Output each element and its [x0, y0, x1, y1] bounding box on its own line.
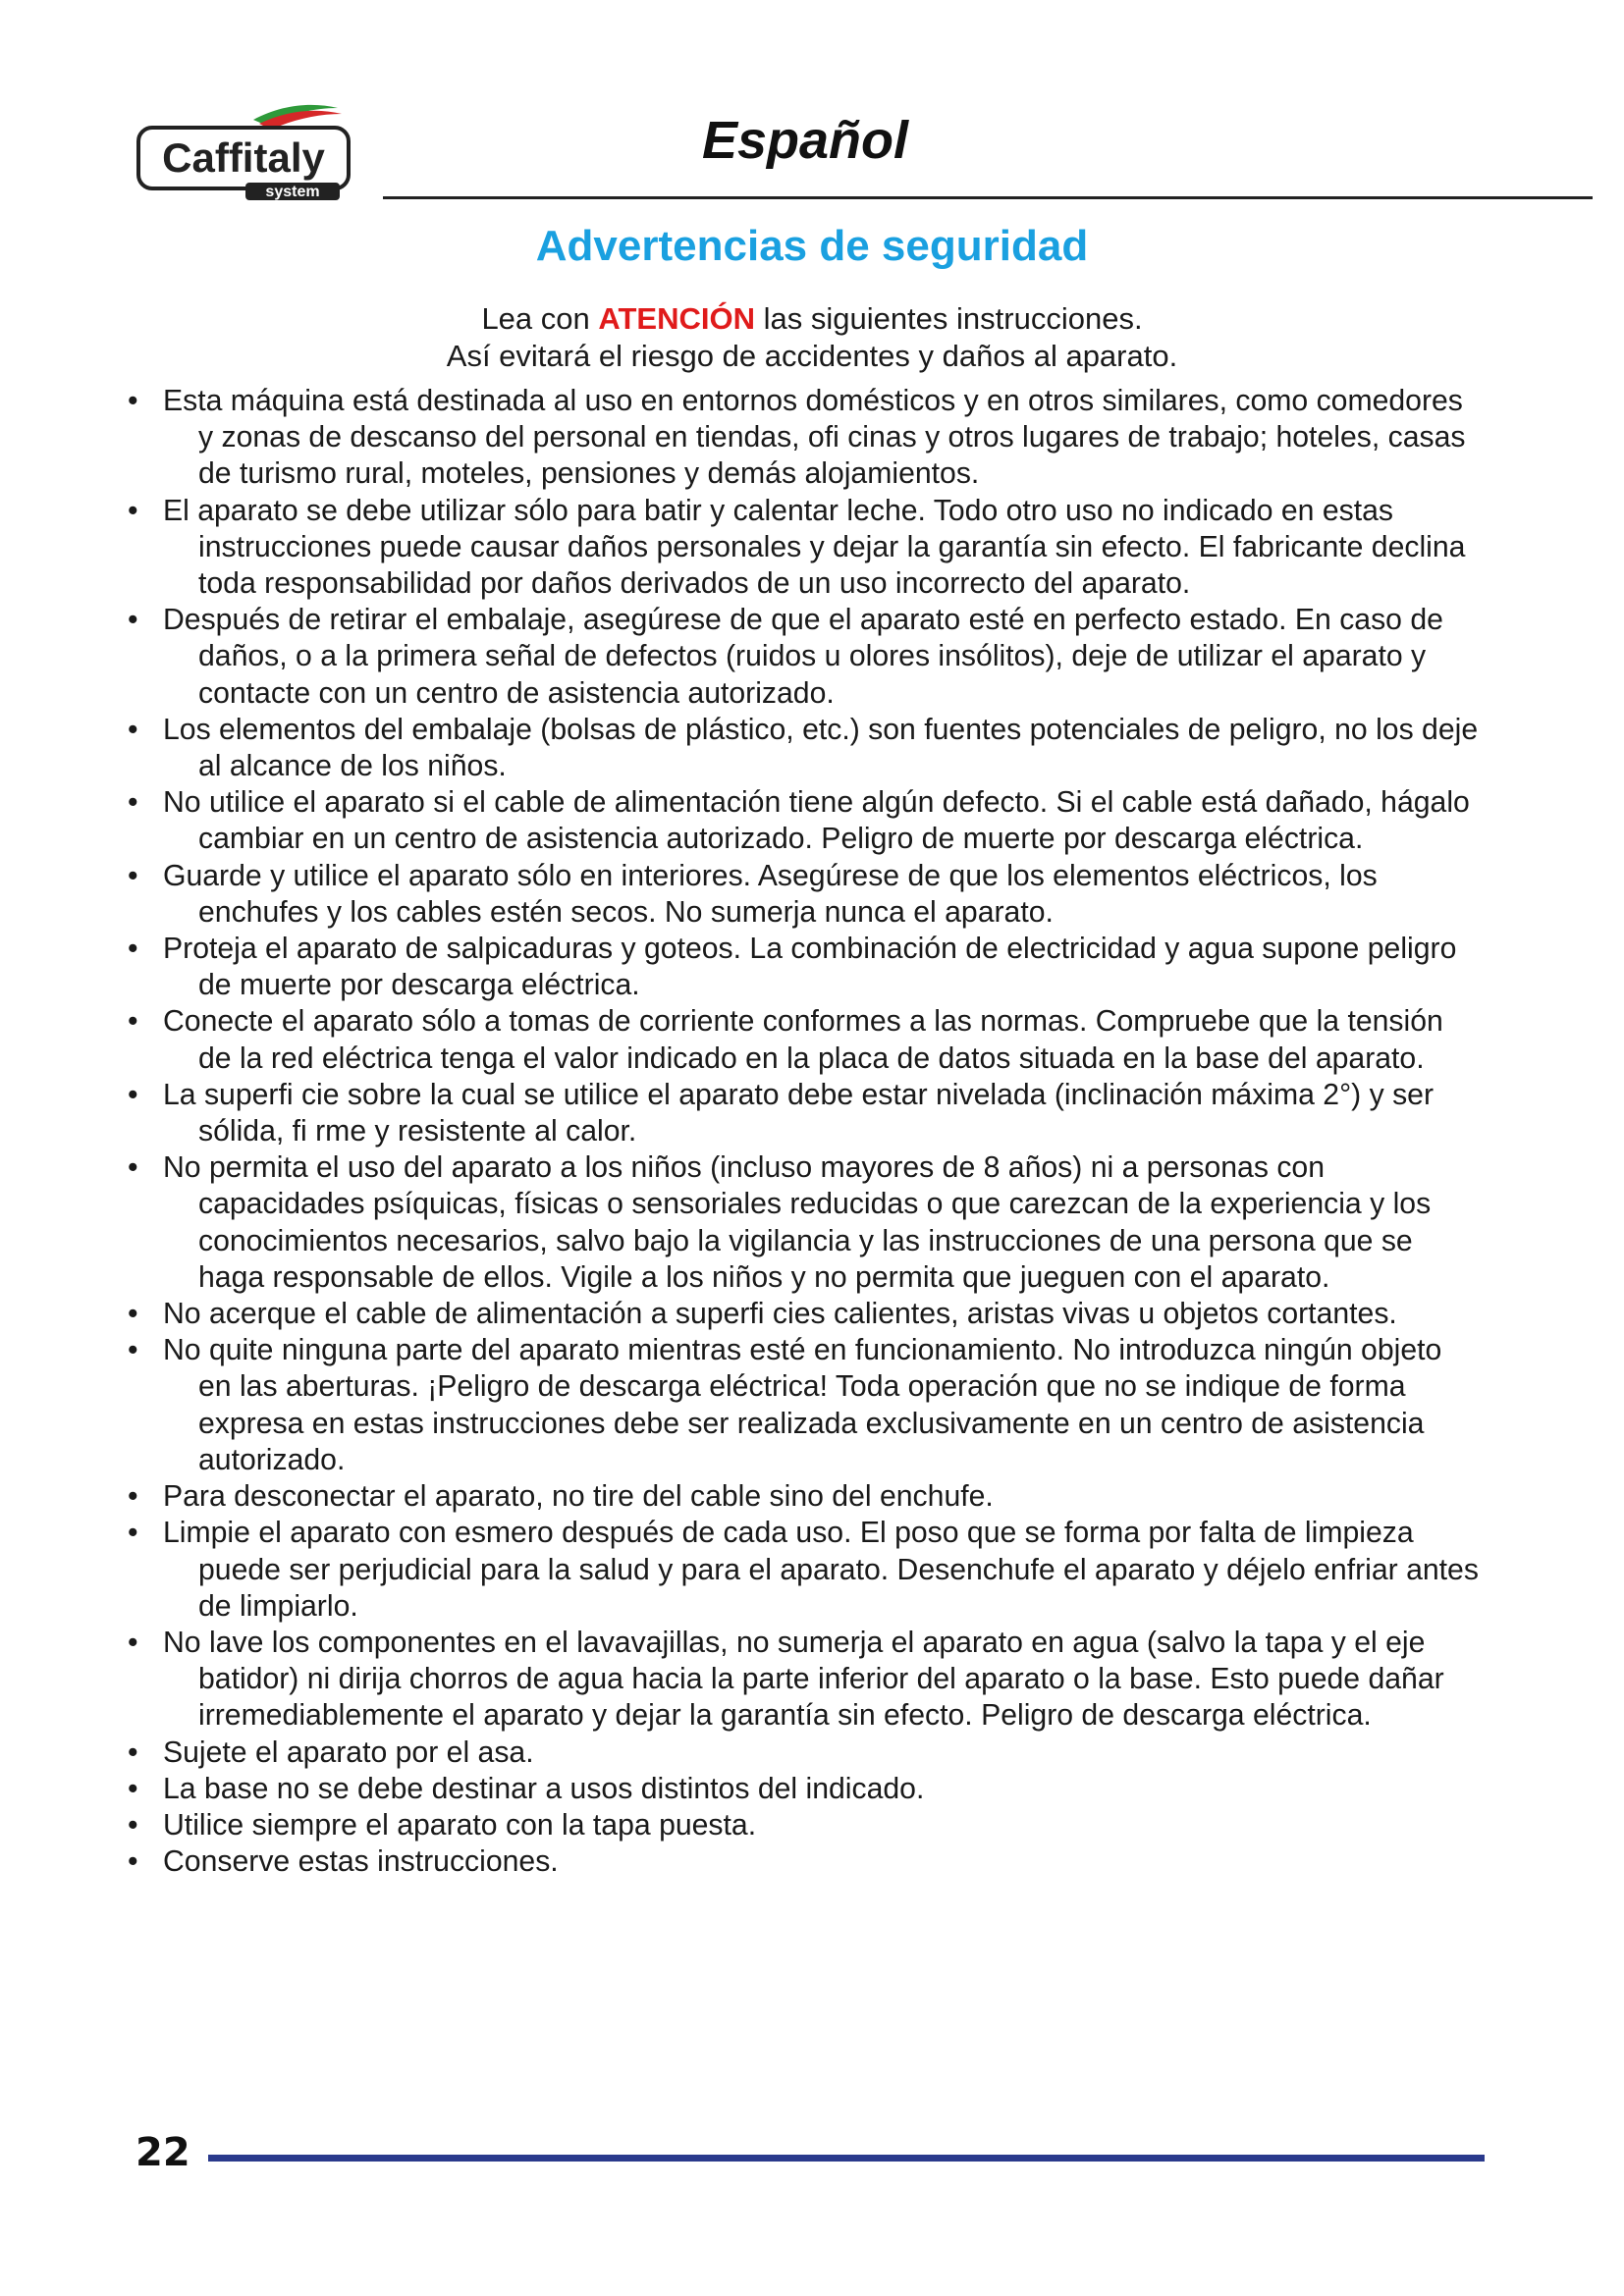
language-title: Español [701, 111, 909, 170]
logo-subtext: system [265, 184, 320, 200]
list-item: • El aparato se debe utilizar sólo para batir y calentar leche. Todo otro uso no indicado en estas instrucciones puede causar daños personales y dejar la garantía sin efecto. El fabricante declina toda responsabilidad por daños derivados de un uso incorrecto del aparato. [128, 494, 1466, 601]
list-item: • Esta máquina está destinada al uso en entornos domésticos y en otros similares, como comedores y zonas de descanso del personal en tiendas, ofi cinas y otros lugares de trabajo; hoteles, casas de turismo rural, moteles, pensiones y demás alojamientos. [128, 385, 1466, 491]
bullet-icon: • [128, 1151, 138, 1185]
bullet-icon: • [128, 1480, 138, 1514]
bullet-icon: • [128, 494, 138, 527]
list-item: • Conecte el aparato sólo a tomas de corriente conformes a las normas. Compruebe que la tensión de la red eléctrica tenga el valor indicado en la placa de datos situada en la base del aparato. [128, 1005, 1443, 1075]
list-item: • La base no se debe destinar a usos distintos del indicado. [128, 1771, 1483, 1807]
bullet-icon: • [128, 859, 138, 892]
page-number: 22 [135, 2130, 190, 2175]
list-item: • Después de retirar el embalaje, asegúrese de que el aparato esté en perfecto estado. En caso de daños, o a la primera señal de defectos (ruidos u olores insólitos), deje de utilizar el aparato y contacte con un centro de asistencia autorizado. [128, 604, 1443, 710]
bullet-icon: • [128, 1735, 138, 1769]
list-item: • No utilice el aparato si el cable de alimentación tiene algún defecto. Si el cable está dañado, hágalo cambiar en un centro de asistencia autorizado. Peligro de muerte por descarga eléctrica. [128, 786, 1470, 856]
section-title: Advertencias de seguridad [535, 222, 1089, 270]
header-divider [383, 196, 1593, 199]
list-item: • Los elementos del embalaje (bolsas de plástico, etc.) son fuentes potenciales de peligro, no los deje al alcance de los niños. [128, 713, 1479, 783]
intro-line-1-post: las siguientes instrucciones. [754, 301, 1143, 336]
bullet-icon: • [128, 713, 138, 746]
list-item: • No lave los componentes en el lavavajillas, no sumerja el aparato en agua (salvo la tapa y el eje batidor) ni dirija chorros de agua hacia la parte inferior del aparato o la base. Esto puede dañar irremediablemente el aparato y dejar la garantía sin efecto. Peligro de descarga eléctrica. [128, 1626, 1444, 1733]
list-item: • Utilice siempre el aparato con la tapa puesta. [128, 1807, 1483, 1843]
logo-wordmark: Caffitaly [162, 134, 325, 181]
caffitaly-logo [135, 98, 355, 202]
bullet-icon: • [128, 933, 138, 966]
list-item: • No permita el uso del aparato a los niños (incluso mayores de 8 años) ni a personas con capacidades psíquicas, físicas o sensoriales reducidas o que carezcan de la experiencia y los conocimientos necesarios, salvo bajo la vigilancia y las instrucciones de una persona que se haga responsable de ellos. Vigile a los niños y no permita que jueguen con el aparato. [128, 1151, 1432, 1294]
list-item: • Sujete el aparato por el asa. [128, 1735, 1483, 1771]
list-item: • La superfi cie sobre la cual se utilice el aparato debe estar nivelada (inclinación máxima 2°) y ser sólida, fi rme y resistente al calor. [128, 1078, 1435, 1148]
list-item: • Para desconectar el aparato, no tire del cable sino del enchufe. [128, 1478, 1483, 1515]
bullet-icon: • [128, 1772, 138, 1805]
bullet-icon: • [128, 1517, 138, 1550]
bullet-icon: • [128, 1298, 138, 1331]
intro-text [0, 300, 1624, 375]
bullet-icon: • [128, 385, 138, 417]
list-item: • Guarde y utilice el aparato sólo en interiores. Asegúrese de que los elementos eléctricos, los enchufes y los cables estén secos. No sumerja nunca el aparato. [128, 859, 1378, 929]
bullet-icon: • [128, 1005, 138, 1039]
bullet-icon: • [128, 786, 138, 820]
bullet-icon: • [128, 604, 138, 637]
safety-warnings-list [128, 383, 1483, 1880]
bullet-icon: • [128, 1334, 138, 1367]
list-item: • Limpie el aparato con esmero después de cada uso. El poso que se forma por falta de limpieza puede ser perjudicial para la salud y para el aparato. Desenchufe el aparato y déjelo enfriar antes de limpiarlo. [128, 1517, 1479, 1623]
list-item: • Proteja el aparato de salpicaduras y goteos. La combinación de electricidad y agua supone peligro de muerte por descarga eléctrica. [128, 933, 1457, 1002]
intro-line-1 [0, 300, 1624, 338]
bullet-icon: • [128, 1626, 138, 1659]
bullet-icon: • [128, 1078, 138, 1111]
intro-line-2: Así evitará el riesgo de accidentes y daños al aparato. [446, 339, 1178, 373]
list-item: • No acerque el cable de alimentación a superfi cies calientes, aristas vivas u objetos cortantes. [128, 1296, 1483, 1332]
attention-emphasis: ATENCIÓN [598, 301, 755, 336]
list-item: • No quite ninguna parte del aparato mientras esté en funcionamiento. No introduzca ningún objeto en las aberturas. ¡Peligro de descarga eléctrica! Toda operación que no se indique de forma expresa en estas instrucciones debe ser realizada exclusivamente en un centro de asistencia autorizado. [128, 1334, 1442, 1476]
bullet-icon: • [128, 1845, 138, 1879]
footer-divider [208, 2155, 1485, 2162]
list-item: • Conserve estas instrucciones. [128, 1843, 1483, 1880]
intro-line-1-pre: Lea con [481, 301, 599, 336]
bullet-icon: • [128, 1808, 138, 1842]
